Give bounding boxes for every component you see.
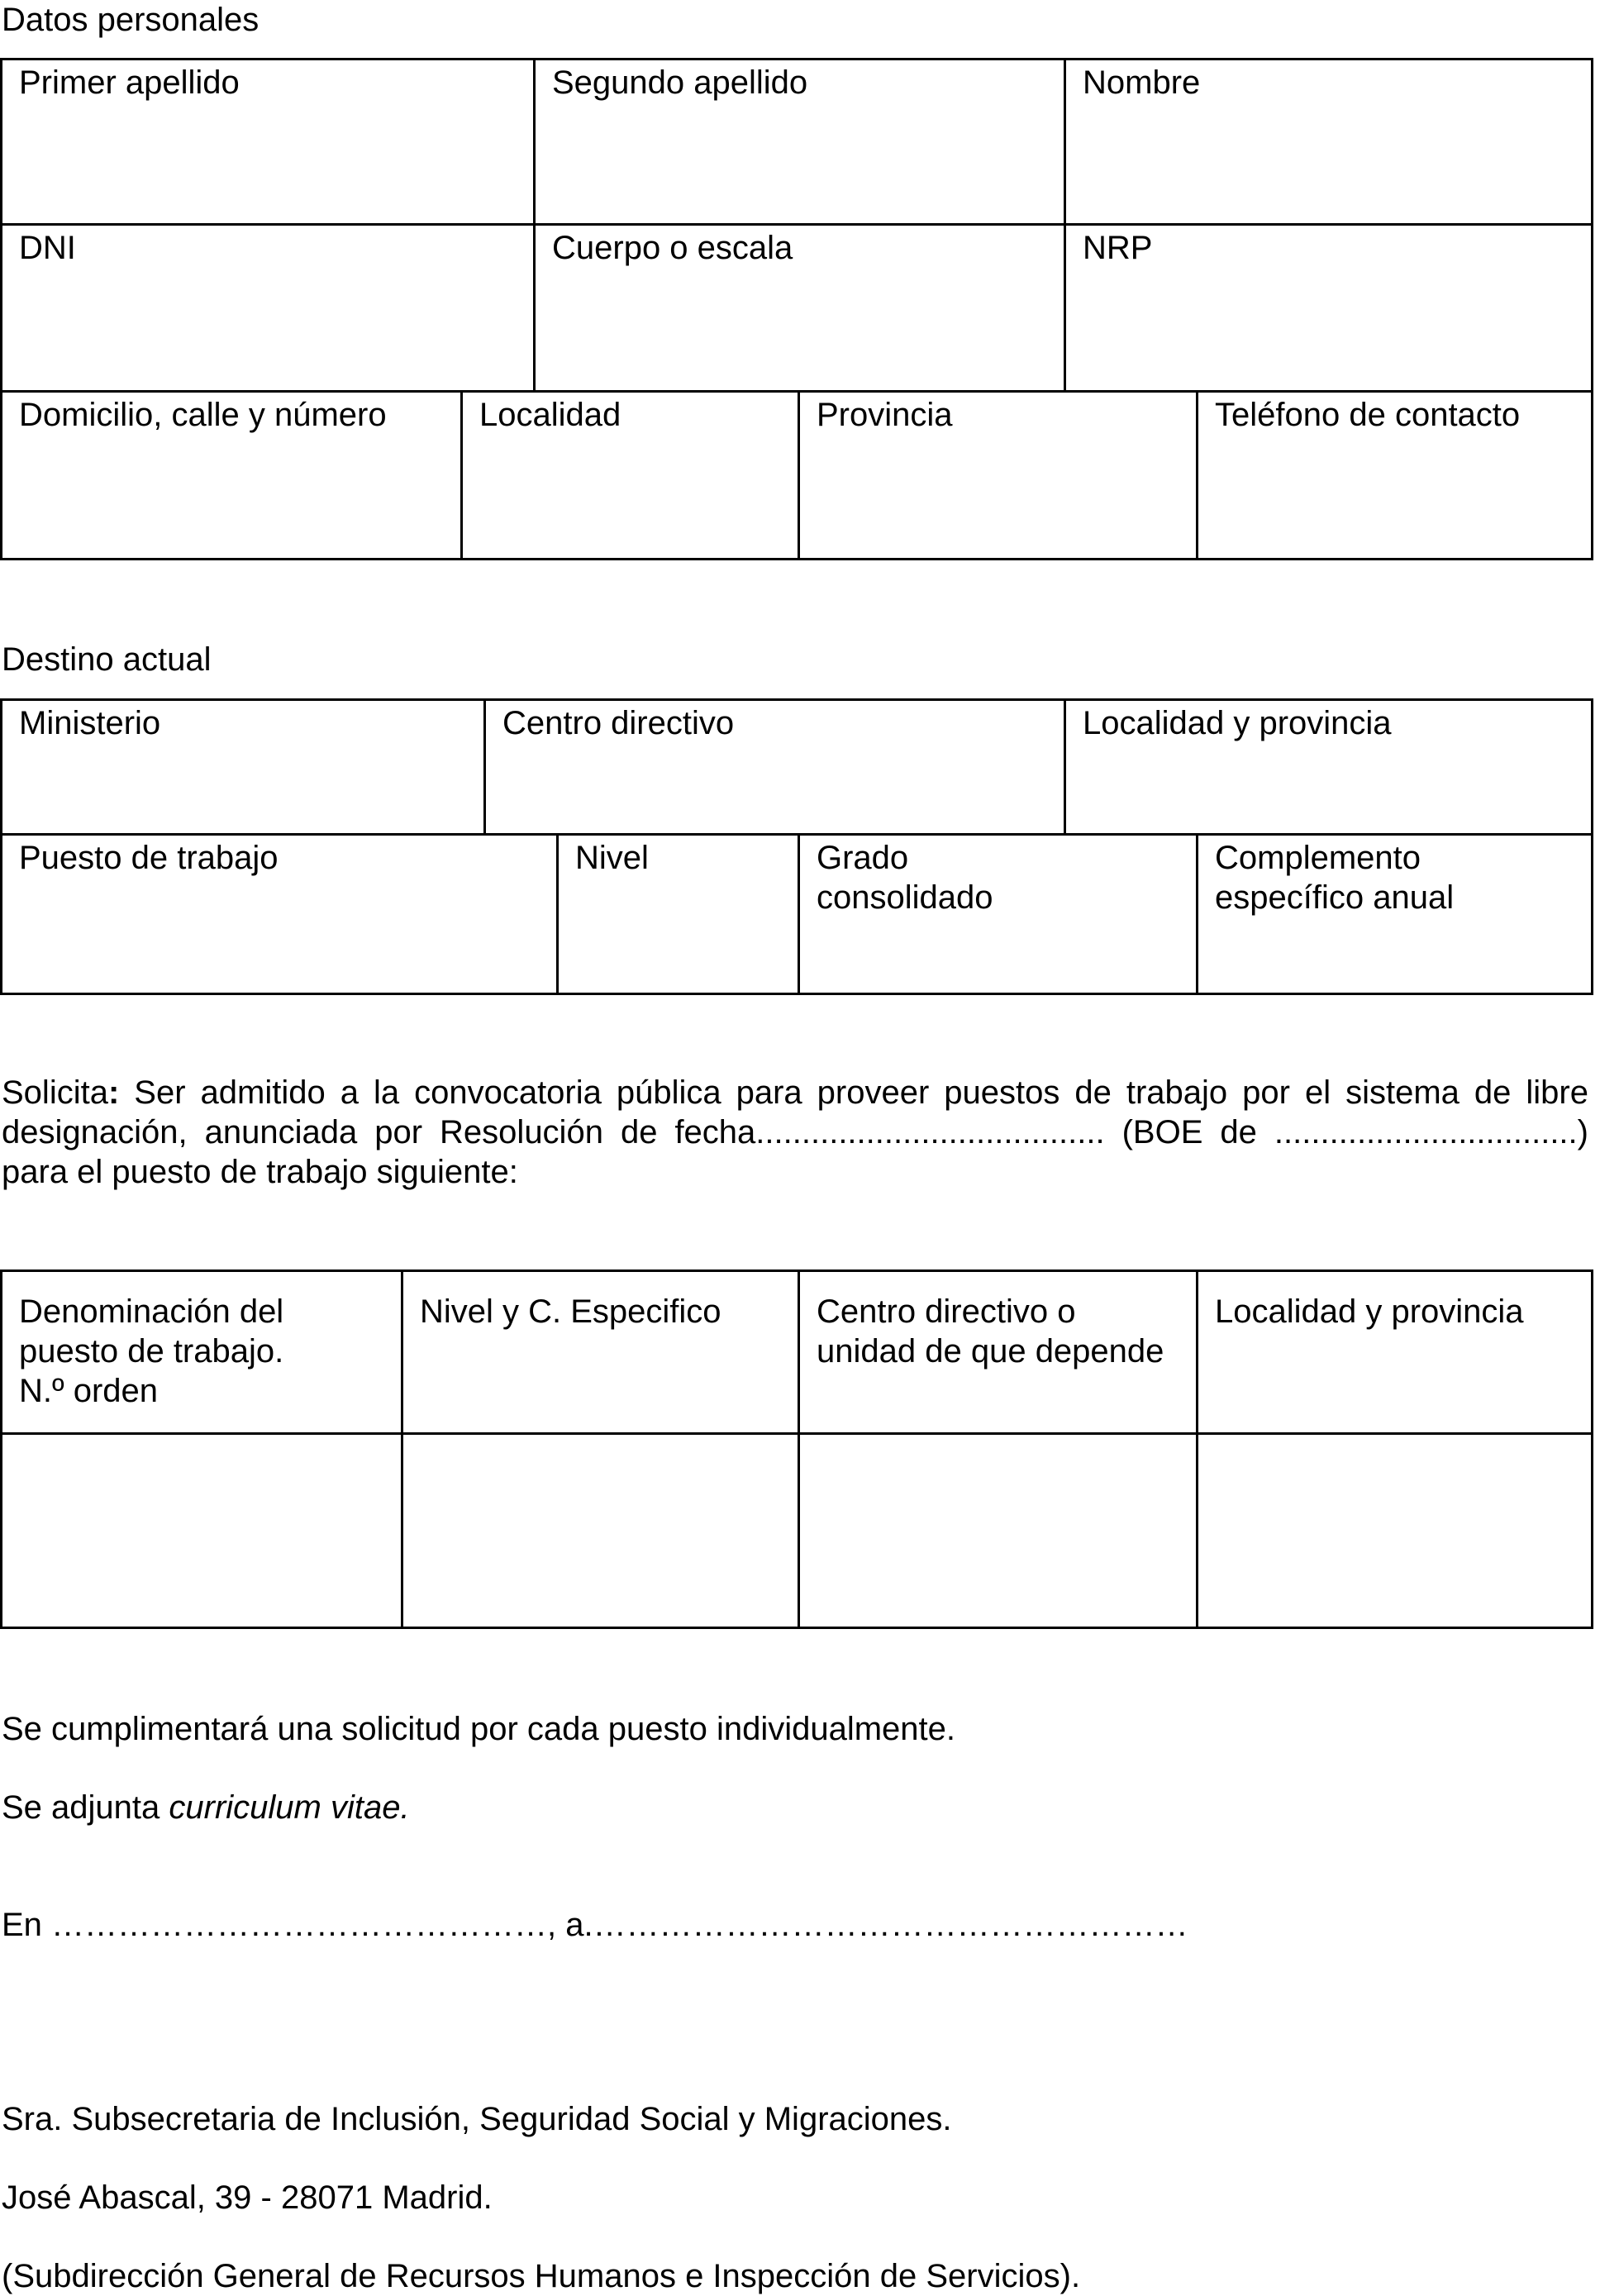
field-label: NRP — [1083, 230, 1153, 266]
destino-table — [0, 698, 1593, 995]
place-date-line — [2, 1905, 1188, 1945]
solicita-text: Ser admitido a la convocatoria pública para proveer puestos de trabajo por el sistema de libre — [134, 1074, 1588, 1111]
field-domicilio[interactable] — [2, 390, 460, 558]
field-segundo-apellido[interactable] — [533, 60, 1064, 223]
field-label: Localidad y provincia — [1083, 705, 1392, 741]
field-nrp[interactable] — [1064, 223, 1591, 390]
field-label: Provincia — [817, 397, 953, 433]
header-text: Localidad y provincia — [1215, 1293, 1524, 1330]
solicita-colon: : — [107, 1074, 120, 1111]
solicita-line-2 — [2, 1112, 1588, 1152]
field-ministerio[interactable] — [2, 701, 483, 833]
field-provincia[interactable] — [798, 390, 1196, 558]
field-label-line: Complemento — [1215, 840, 1421, 876]
input-localidad-provincia[interactable] — [1196, 1432, 1591, 1627]
field-puesto-trabajo[interactable] — [2, 833, 556, 993]
field-label: Localidad — [479, 397, 621, 433]
header-text: Nivel y C. Especifico — [420, 1293, 721, 1330]
field-label: Nombre — [1083, 64, 1201, 101]
note-text: Se adjunta — [2, 1789, 169, 1826]
place-date-text: En — [2, 1907, 52, 1943]
field-label-line: consolidado — [817, 879, 993, 916]
input-nivel-c-especifico[interactable] — [401, 1432, 798, 1627]
field-label-line: específico anual — [1215, 879, 1455, 916]
addressee-line-2: José Abascal, 39 - 28071 Madrid. — [2, 2179, 493, 2216]
personal-data-table — [0, 58, 1593, 560]
field-label: Centro directivo — [502, 705, 735, 741]
field-telefono[interactable] — [1196, 390, 1591, 558]
field-centro-directivo[interactable] — [483, 701, 1064, 833]
field-primer-apellido[interactable] — [2, 60, 533, 223]
solicita-text: designación, anunciada por Resolución de fecha — [2, 1114, 756, 1150]
solicita-label: Solicita — [2, 1074, 108, 1111]
solicita-text: (BOE de — [1104, 1114, 1274, 1150]
boe-dots[interactable]: ................................. — [1274, 1114, 1578, 1150]
note-italic: curriculum vitae. — [169, 1789, 410, 1826]
field-dni[interactable] — [2, 223, 533, 390]
solicita-text: ) — [1577, 1114, 1588, 1150]
solicita-line-1 — [2, 1073, 1588, 1112]
field-label: Puesto de trabajo — [19, 840, 279, 876]
destino-heading: Destino actual — [2, 641, 212, 678]
input-denominacion[interactable] — [2, 1432, 401, 1627]
header-text: Denominación del — [19, 1293, 284, 1330]
field-cuerpo-escala[interactable] — [533, 223, 1064, 390]
field-nombre[interactable] — [1064, 60, 1591, 223]
field-label-line: Grado — [817, 840, 909, 876]
fecha-dots[interactable]: ...................................... — [755, 1114, 1105, 1150]
solicita-paragraph — [2, 1073, 1588, 1192]
place-date-text: , a. — [547, 1907, 593, 1943]
date-dots[interactable]: ……………………………………………… — [593, 1907, 1188, 1943]
header-localidad-provincia — [1196, 1272, 1591, 1432]
field-complemento-especifico[interactable] — [1196, 833, 1591, 993]
field-label: Ministerio — [19, 705, 161, 741]
field-grado-consolidado[interactable] — [798, 833, 1196, 993]
header-nivel-c-especifico — [401, 1272, 798, 1432]
place-dots[interactable]: ……………………………………… — [51, 1907, 548, 1943]
addressee-line-3: (Subdirección General de Recursos Humanos e Inspección de Servicios). — [2, 2258, 1081, 2294]
header-text: Centro directivo o — [817, 1293, 1076, 1330]
input-centro-directivo[interactable] — [798, 1432, 1196, 1627]
field-label: Teléfono de contacto — [1215, 397, 1521, 433]
header-text: unidad de que depende — [817, 1333, 1164, 1370]
personal-heading: Datos personales — [2, 2, 260, 38]
field-label: Primer apellido — [19, 64, 240, 101]
field-label: Segundo apellido — [552, 64, 808, 101]
field-localidad-provincia[interactable] — [1064, 701, 1591, 833]
field-label: Cuerpo o escala — [552, 230, 793, 266]
field-label: DNI — [19, 230, 76, 266]
header-centro-directivo — [798, 1272, 1196, 1432]
header-text: N.º orden — [19, 1373, 159, 1409]
field-localidad[interactable] — [460, 390, 798, 558]
header-text: puesto de trabajo. — [19, 1333, 284, 1370]
header-denominacion — [2, 1272, 401, 1432]
solicita-line-3: para el puesto de trabajo siguiente: — [2, 1154, 518, 1190]
field-label: Domicilio, calle y número — [19, 397, 387, 433]
addressee-line-1: Sra. Subsecretaria de Inclusión, Seguridad Social y Migraciones. — [2, 2101, 952, 2137]
field-nivel[interactable] — [556, 833, 798, 993]
puesto-table — [0, 1269, 1593, 1629]
note-cumplimentar: Se cumplimentará una solicitud por cada puesto individualmente. — [2, 1711, 956, 1747]
field-label: Nivel — [575, 840, 649, 876]
note-adjunta — [2, 1788, 410, 1827]
